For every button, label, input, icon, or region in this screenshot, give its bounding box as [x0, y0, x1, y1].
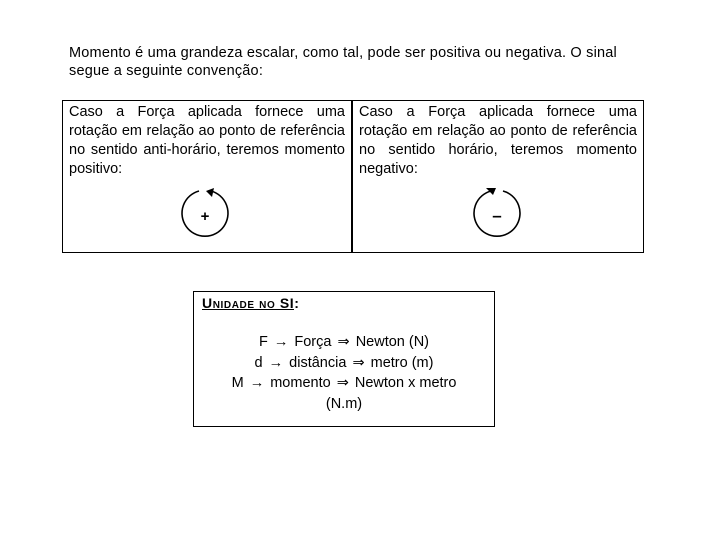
- arrow-icon: →: [273, 334, 289, 350]
- counterclockwise-rotation-icon: [179, 185, 233, 241]
- intro-line-2: segue a seguinte convenção:: [69, 63, 264, 79]
- implies-arrow-icon: ⇒: [337, 334, 350, 350]
- si-row-force: [194, 332, 494, 353]
- si-title: [202, 295, 300, 311]
- convention-text-negative: Caso a Força aplicada fornece uma rotação em relação ao ponto de referência no sentido horário, teremos momento negativo:: [359, 104, 637, 177]
- intro-paragraph: [69, 44, 689, 80]
- si-title-colon: :: [294, 295, 300, 311]
- si-row-moment: [194, 373, 494, 394]
- si-quantity: distância: [289, 354, 347, 371]
- si-unit: Newton x metro: [354, 375, 457, 391]
- si-symbol: M: [231, 375, 244, 391]
- convention-cell-positive: [63, 101, 353, 252]
- arrow-icon: →: [249, 375, 265, 391]
- si-unit-list: [194, 332, 494, 414]
- si-unit-abbrev: (N.m): [325, 395, 363, 412]
- si-units-box: [193, 291, 495, 427]
- clockwise-rotation-icon: [471, 185, 525, 241]
- sign-convention-table: [62, 100, 644, 253]
- si-symbol: F: [258, 334, 268, 350]
- implies-arrow-icon: ⇒: [352, 354, 365, 371]
- si-unit: metro (m): [370, 354, 434, 371]
- arrow-icon: →: [268, 354, 284, 371]
- si-quantity: momento: [270, 375, 331, 391]
- intro-line-1: Momento é uma grandeza escalar, como tal, pode ser positiva ou negativa. O sinal: [69, 45, 617, 61]
- negative-sign: –: [492, 206, 502, 225]
- si-row-distance: [194, 353, 494, 374]
- si-symbol: d: [254, 354, 263, 371]
- convention-cell-negative: [353, 101, 643, 252]
- convention-text-positive: Caso a Força aplicada fornece uma rotação em relação ao ponto de referência no sentido anti-horário, teremos momento positivo:: [69, 104, 345, 177]
- si-quantity: Força: [294, 334, 332, 350]
- si-unit: Newton (N): [355, 334, 430, 350]
- si-title-text: Unidade no SI: [202, 295, 295, 311]
- implies-arrow-icon: ⇒: [336, 375, 349, 391]
- positive-sign: +: [200, 208, 210, 225]
